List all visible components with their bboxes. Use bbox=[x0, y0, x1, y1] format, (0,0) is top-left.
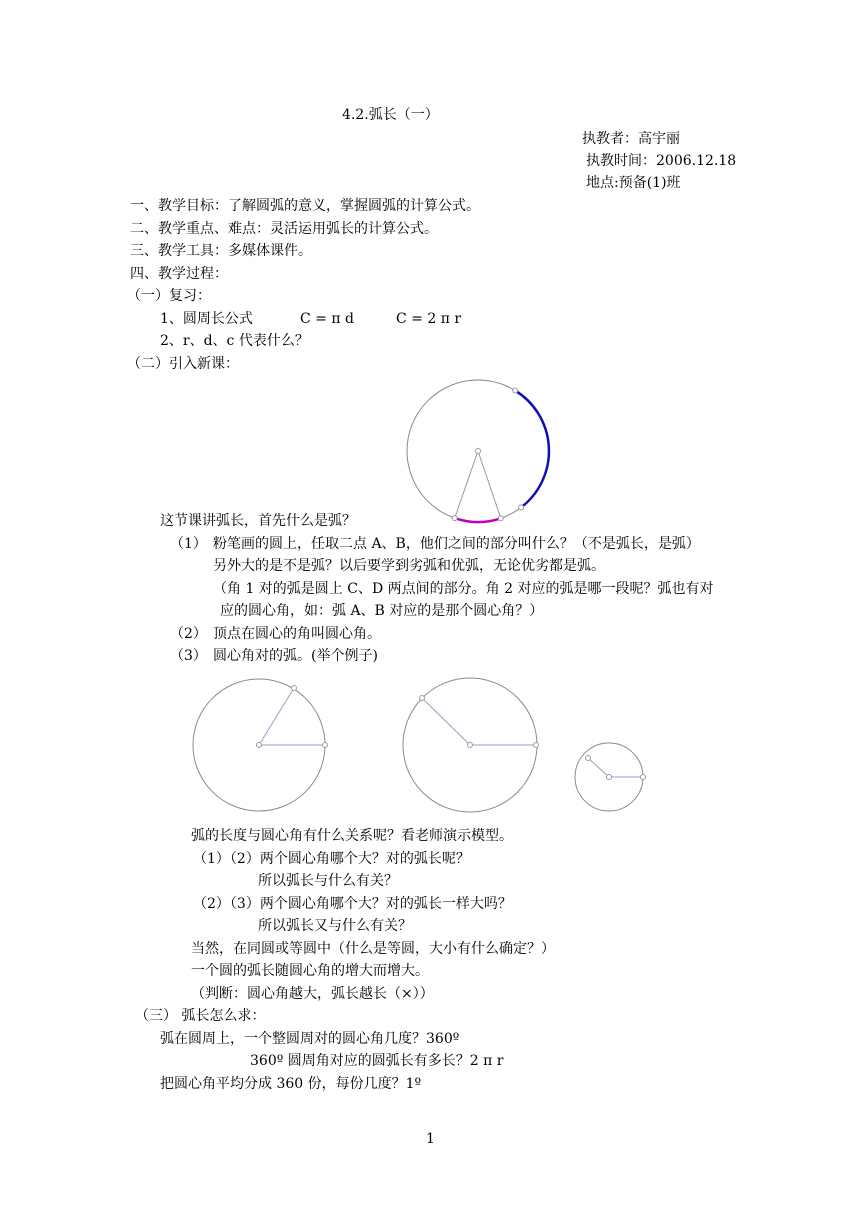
intro-lead: 这节课讲弧长，首先什么是弧？ bbox=[160, 513, 356, 529]
formula-radius: C = 2 π r bbox=[396, 311, 462, 327]
minor-arc-highlight bbox=[455, 518, 501, 522]
discussion-question-3b: 所以弧长又与什么有关？ bbox=[258, 918, 412, 934]
central-angle-examples bbox=[190, 675, 660, 825]
center-point bbox=[476, 449, 481, 454]
point-2-text: 顶点在圆心的角叫圆心角。 bbox=[213, 626, 381, 642]
discussion-conclusion-2: 一个圆的弧长随圆心角的增大而增大。 bbox=[191, 963, 429, 979]
teacher-name: 执教者：高宇丽 bbox=[582, 131, 680, 147]
point-3-number: （3） bbox=[170, 648, 207, 664]
point-1-line-1: 粉笔画的圆上，任取二点 A、B，他们之间的部分叫什么？（不是弧长，是弧） bbox=[213, 536, 700, 552]
teaching-goal: 一、教学目标：了解圆弧的意义，掌握圆弧的计算公式。 bbox=[130, 198, 480, 214]
arc-length-heading: （三） 弧长怎么求： bbox=[135, 1008, 266, 1024]
discussion-conclusion-3: （判断：圆心角越大，弧长越长（×）） bbox=[191, 986, 434, 1002]
discussion-question-3: （2）（3）两个圆心角哪个大？对的弧长一样大吗？ bbox=[193, 896, 512, 912]
page-title: 4.2.弧长（一） bbox=[342, 107, 439, 123]
intro-heading: （二）引入新课： bbox=[127, 356, 239, 372]
review-heading: （一）复习： bbox=[127, 288, 211, 304]
discussion-conclusion-1: 当然，在同圆或等圆中（什么是等圆，大小有什么确定？） bbox=[191, 941, 555, 957]
key-points: 二、教学重点、难点：灵活运用弧长的计算公式。 bbox=[130, 221, 438, 237]
example-circle-3 bbox=[575, 743, 646, 811]
discussion-question-2b: 所以弧长与什么有关？ bbox=[258, 873, 398, 889]
point-1-number: （1） bbox=[170, 536, 207, 552]
formula-diameter: C = π d bbox=[300, 311, 354, 327]
arc-length-line-2: 360º 圆周角对应的圆弧长有多长？2 π r bbox=[250, 1053, 504, 1069]
example-circle-2 bbox=[403, 678, 539, 812]
class-location: 地点:预备(1)班 bbox=[586, 175, 681, 191]
review-item-2: 2、r、d、c 代表什么？ bbox=[160, 333, 309, 349]
point-2-number: （2） bbox=[170, 626, 207, 642]
discussion-question-1: 弧的长度与圆心角有什么关系呢？看老师演示模型。 bbox=[191, 828, 513, 844]
arc-length-line-3: 把圆心角平均分成 360 份，每份几度？1º bbox=[160, 1076, 422, 1092]
radius-line-left bbox=[455, 451, 478, 518]
teaching-tools: 三、教学工具：多媒体课件。 bbox=[130, 243, 312, 259]
arc-endpoint bbox=[513, 388, 518, 393]
arc-endpoint bbox=[498, 516, 503, 521]
radius-line-right bbox=[478, 451, 501, 518]
review-item-1: 1、圆周长公式 bbox=[160, 311, 253, 327]
teaching-process-heading: 四、教学过程： bbox=[130, 266, 228, 282]
arc-endpoint bbox=[452, 516, 457, 521]
point-1-line-2: 另外大的是不是弧？以后要学到劣弧和优弧，无论优劣都是弧。 bbox=[213, 558, 605, 574]
major-arc-highlight bbox=[515, 391, 549, 508]
point-3-text: 圆心角对的弧。(举个例子) bbox=[213, 648, 378, 664]
arc-diagram-main bbox=[404, 378, 554, 528]
page-number: 1 bbox=[426, 1131, 435, 1147]
point-1-line-3: （角 1 对的弧是圆上 C、D 两点间的部分。角 2 对应的弧是哪一段呢？弧也有对 bbox=[213, 581, 714, 597]
arc-endpoint bbox=[519, 505, 524, 510]
teaching-date: 执教时间：2006.12.18 bbox=[586, 153, 737, 169]
point-1-line-4: 应的圆心角，如：弧 A、B 对应的是那个圆心角？） bbox=[220, 603, 544, 619]
example-circle-1 bbox=[193, 679, 328, 811]
arc-length-line-1: 弧在圆周上，一个整圆周对的圆心角几度？360º bbox=[160, 1031, 460, 1047]
discussion-question-2: （1）（2）两个圆心角哪个大？对的弧长呢？ bbox=[193, 851, 470, 867]
